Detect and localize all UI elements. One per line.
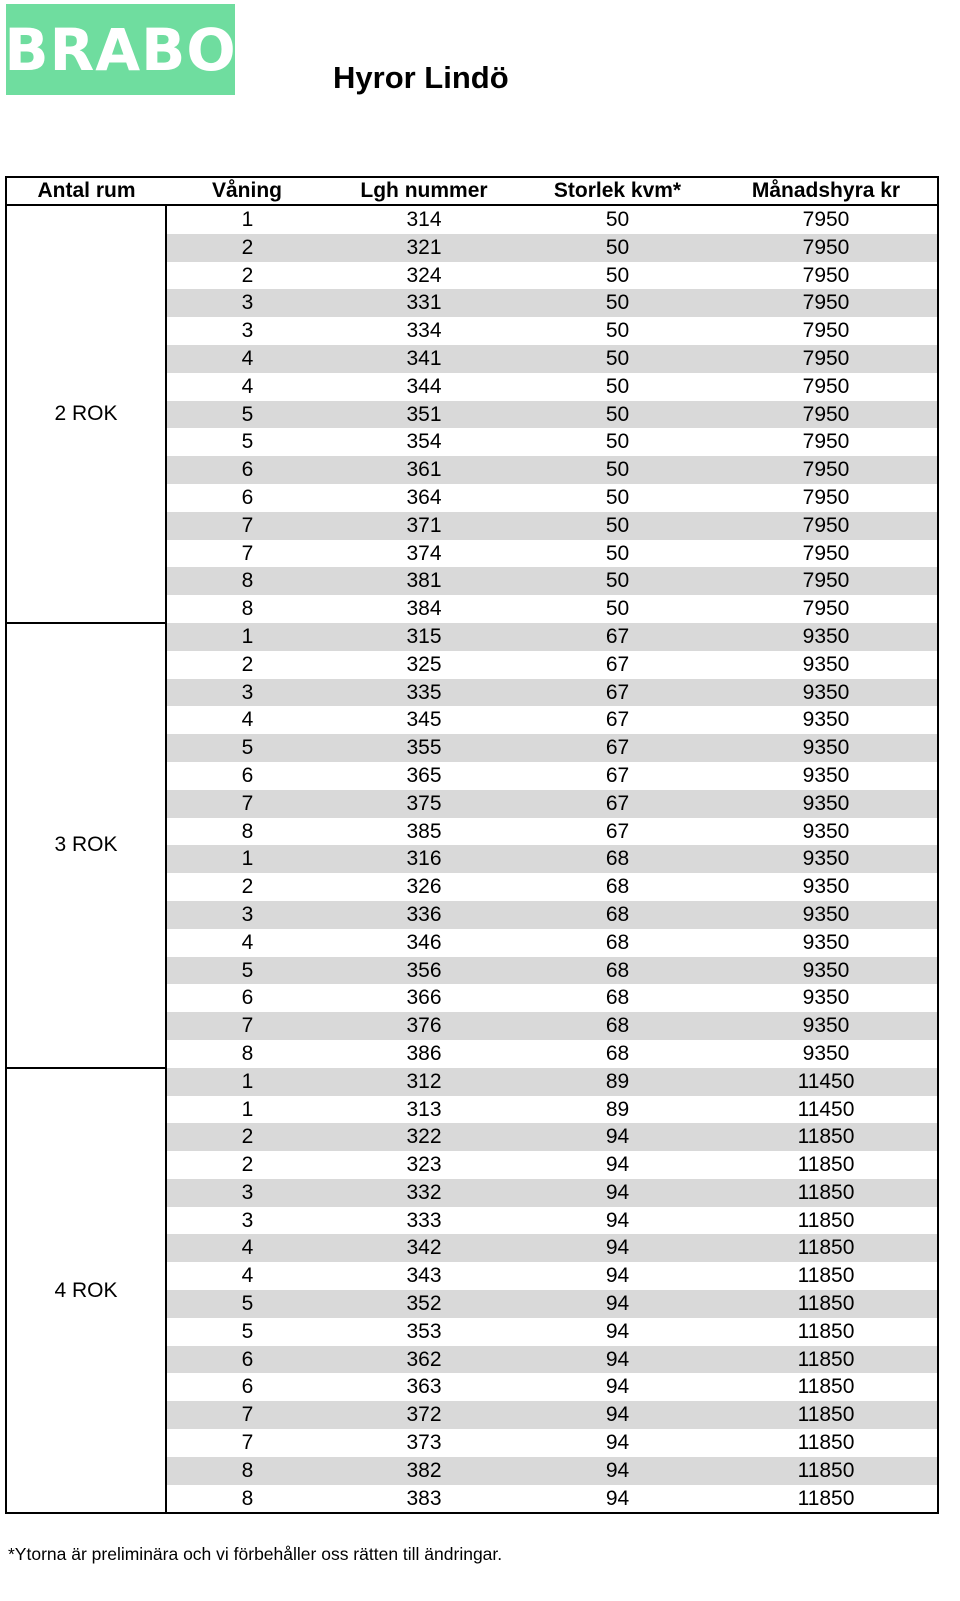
floor-cell: 6 bbox=[166, 456, 328, 484]
rent-cell: 7950 bbox=[802, 430, 850, 454]
size-cell: 67 bbox=[605, 819, 630, 843]
size-cell: 67 bbox=[605, 652, 630, 676]
apartment-number-cell: 383 bbox=[406, 1486, 442, 1510]
apartment-number-cell: 354 bbox=[406, 430, 442, 454]
rent-cell: 11850 bbox=[715, 1346, 938, 1374]
floor-cell: 7 bbox=[166, 1401, 328, 1429]
floor-cell: 5 bbox=[241, 1319, 254, 1343]
rent-cell: 11850 bbox=[797, 1208, 855, 1232]
size-cell: 68 bbox=[605, 930, 630, 954]
apartment-number-cell: 351 bbox=[328, 401, 520, 429]
floor-cell: 8 bbox=[166, 567, 328, 595]
header-storlek: Storlek kvm* bbox=[520, 177, 715, 205]
rent-cell: 9350 bbox=[715, 679, 938, 707]
floor-cell: 5 bbox=[166, 734, 328, 762]
rent-cell: 11850 bbox=[797, 1431, 855, 1455]
floor-cell: 2 bbox=[166, 1123, 328, 1151]
apartment-number-cell: 322 bbox=[328, 1123, 520, 1151]
floor-cell: 3 bbox=[241, 1208, 254, 1232]
table-row bbox=[6, 1068, 938, 1096]
size-cell: 50 bbox=[520, 401, 715, 429]
rent-cell: 7950 bbox=[715, 512, 938, 540]
size-cell: 94 bbox=[520, 1457, 715, 1485]
rent-cell: 9350 bbox=[802, 930, 850, 954]
size-cell: 50 bbox=[605, 597, 630, 621]
floor-cell: 7 bbox=[241, 541, 254, 565]
rent-cell: 7950 bbox=[802, 541, 850, 565]
size-cell: 67 bbox=[605, 763, 630, 787]
size-cell: 94 bbox=[520, 1290, 715, 1318]
size-cell: 50 bbox=[605, 319, 630, 343]
floor-cell: 3 bbox=[166, 901, 328, 929]
header-vaning: Våning bbox=[166, 177, 328, 205]
floor-cell: 8 bbox=[241, 1041, 254, 1065]
rent-cell: 11850 bbox=[715, 1457, 938, 1485]
size-cell: 50 bbox=[520, 345, 715, 373]
rent-cell: 7950 bbox=[715, 401, 938, 429]
size-cell: 94 bbox=[605, 1486, 630, 1510]
size-cell: 68 bbox=[520, 957, 715, 985]
floor-cell: 6 bbox=[241, 1375, 254, 1399]
rent-cell: 9350 bbox=[802, 875, 850, 899]
apartment-number-cell: 336 bbox=[328, 901, 520, 929]
room-type-cell: 2 ROK bbox=[6, 205, 166, 623]
size-cell: 68 bbox=[605, 1041, 630, 1065]
size-cell: 50 bbox=[520, 456, 715, 484]
apartment-number-cell: 314 bbox=[406, 208, 442, 231]
size-cell: 50 bbox=[605, 485, 630, 509]
rent-table bbox=[5, 176, 939, 1514]
apartment-number-cell: 341 bbox=[328, 345, 520, 373]
brabo-logo: BRABO bbox=[6, 4, 235, 95]
header-antal-rum: Antal rum bbox=[6, 177, 166, 205]
size-cell: 50 bbox=[605, 541, 630, 565]
room-type-cell: 3 ROK bbox=[6, 623, 166, 1068]
rent-cell: 11850 bbox=[715, 1234, 938, 1262]
apartment-number-cell: 366 bbox=[406, 986, 442, 1010]
size-cell: 68 bbox=[520, 1012, 715, 1040]
apartment-number-cell: 312 bbox=[328, 1068, 520, 1096]
rent-cell: 11850 bbox=[797, 1375, 855, 1399]
floor-cell: 2 bbox=[241, 875, 254, 899]
size-cell: 50 bbox=[520, 289, 715, 317]
size-cell: 94 bbox=[605, 1208, 630, 1232]
size-cell: 94 bbox=[520, 1234, 715, 1262]
floor-cell: 1 bbox=[241, 208, 254, 231]
rent-cell: 9350 bbox=[715, 957, 938, 985]
apartment-number-cell: 324 bbox=[406, 263, 442, 287]
rent-cell: 11850 bbox=[797, 1153, 855, 1177]
size-cell: 50 bbox=[605, 208, 630, 231]
size-cell: 50 bbox=[520, 234, 715, 262]
apartment-number-cell: 333 bbox=[406, 1208, 442, 1232]
apartment-number-cell: 335 bbox=[328, 679, 520, 707]
rent-cell: 11850 bbox=[715, 1179, 938, 1207]
size-cell: 89 bbox=[605, 1097, 630, 1121]
floor-cell: 1 bbox=[241, 1097, 254, 1121]
apartment-number-cell: 325 bbox=[406, 652, 442, 676]
rent-cell: 7950 bbox=[802, 597, 850, 621]
rent-cell: 7950 bbox=[802, 319, 850, 343]
size-cell: 94 bbox=[520, 1123, 715, 1151]
rent-cell: 7950 bbox=[802, 208, 850, 231]
apartment-number-cell: 331 bbox=[328, 289, 520, 317]
apartment-number-cell: 365 bbox=[406, 763, 442, 787]
rent-cell: 11450 bbox=[715, 1068, 938, 1096]
rent-cell: 9350 bbox=[802, 1041, 850, 1065]
rent-cell: 11850 bbox=[715, 1290, 938, 1318]
rent-cell: 9350 bbox=[715, 623, 938, 651]
floor-cell: 6 bbox=[241, 485, 254, 509]
floor-cell: 8 bbox=[241, 819, 254, 843]
floor-cell: 7 bbox=[241, 1431, 254, 1455]
floor-cell: 4 bbox=[241, 374, 254, 398]
apartment-number-cell: 334 bbox=[406, 319, 442, 343]
room-type-cell: 4 ROK bbox=[6, 1068, 166, 1514]
rent-cell: 9350 bbox=[802, 819, 850, 843]
size-cell: 89 bbox=[520, 1068, 715, 1096]
apartment-number-cell: 363 bbox=[406, 1375, 442, 1399]
apartment-number-cell: 364 bbox=[406, 485, 442, 509]
size-cell: 68 bbox=[605, 875, 630, 899]
floor-cell: 3 bbox=[166, 1179, 328, 1207]
apartment-number-cell: 343 bbox=[406, 1264, 442, 1288]
rent-cell: 11850 bbox=[715, 1123, 938, 1151]
floor-cell: 6 bbox=[241, 986, 254, 1010]
rent-cell: 11850 bbox=[715, 1401, 938, 1429]
apartment-number-cell: 313 bbox=[406, 1097, 442, 1121]
floor-cell: 7 bbox=[166, 790, 328, 818]
apartment-number-cell: 344 bbox=[406, 374, 442, 398]
apartment-number-cell: 373 bbox=[406, 1431, 442, 1455]
floor-cell: 2 bbox=[241, 652, 254, 676]
rent-cell: 9350 bbox=[802, 708, 850, 732]
floor-cell: 1 bbox=[166, 623, 328, 651]
size-cell: 67 bbox=[520, 734, 715, 762]
size-cell: 50 bbox=[520, 512, 715, 540]
rent-cell: 11850 bbox=[797, 1319, 855, 1343]
apartment-number-cell: 385 bbox=[406, 819, 442, 843]
floor-cell: 4 bbox=[166, 345, 328, 373]
floor-cell: 3 bbox=[241, 319, 254, 343]
size-cell: 50 bbox=[605, 374, 630, 398]
apartment-number-cell: 316 bbox=[328, 845, 520, 873]
apartment-number-cell: 381 bbox=[328, 567, 520, 595]
size-cell: 94 bbox=[605, 1264, 630, 1288]
size-cell: 67 bbox=[520, 679, 715, 707]
apartment-number-cell: 382 bbox=[328, 1457, 520, 1485]
rent-cell: 7950 bbox=[802, 485, 850, 509]
apartment-number-cell: 386 bbox=[406, 1041, 442, 1065]
floor-cell: 5 bbox=[166, 401, 328, 429]
size-cell: 68 bbox=[605, 986, 630, 1010]
floor-cell: 5 bbox=[166, 1290, 328, 1318]
table-body bbox=[6, 205, 938, 1513]
floor-cell: 1 bbox=[166, 845, 328, 873]
table-header-row bbox=[6, 177, 938, 205]
table-row bbox=[6, 623, 938, 651]
apartment-number-cell: 323 bbox=[406, 1153, 442, 1177]
apartment-number-cell: 346 bbox=[406, 930, 442, 954]
page-title: Hyror Lindö bbox=[333, 60, 509, 95]
apartment-number-cell: 375 bbox=[328, 790, 520, 818]
size-cell: 94 bbox=[520, 1179, 715, 1207]
apartment-number-cell: 372 bbox=[328, 1401, 520, 1429]
floor-cell: 4 bbox=[241, 930, 254, 954]
apartment-number-cell: 321 bbox=[328, 234, 520, 262]
rent-cell: 7950 bbox=[715, 567, 938, 595]
rent-cell: 7950 bbox=[715, 289, 938, 317]
size-cell: 94 bbox=[605, 1375, 630, 1399]
apartment-number-cell: 371 bbox=[328, 512, 520, 540]
size-cell: 94 bbox=[520, 1401, 715, 1429]
size-cell: 50 bbox=[520, 567, 715, 595]
rent-cell: 9350 bbox=[715, 901, 938, 929]
floor-cell: 3 bbox=[166, 289, 328, 317]
rent-cell: 9350 bbox=[802, 763, 850, 787]
size-cell: 68 bbox=[520, 845, 715, 873]
size-cell: 67 bbox=[520, 790, 715, 818]
header-manadshyra: Månadshyra kr bbox=[715, 177, 938, 205]
rent-cell: 7950 bbox=[715, 234, 938, 262]
apartment-number-cell: 362 bbox=[328, 1346, 520, 1374]
floor-cell: 6 bbox=[241, 763, 254, 787]
apartment-number-cell: 326 bbox=[406, 875, 442, 899]
floor-cell: 4 bbox=[241, 708, 254, 732]
floor-cell: 2 bbox=[166, 234, 328, 262]
floor-cell: 3 bbox=[166, 679, 328, 707]
floor-cell: 4 bbox=[241, 1264, 254, 1288]
size-cell: 94 bbox=[605, 1153, 630, 1177]
rent-cell: 9350 bbox=[715, 1012, 938, 1040]
apartment-number-cell: 374 bbox=[406, 541, 442, 565]
rent-cell: 11450 bbox=[797, 1097, 855, 1121]
floor-cell: 5 bbox=[166, 957, 328, 985]
rent-cell: 9350 bbox=[715, 790, 938, 818]
rent-cell: 9350 bbox=[802, 652, 850, 676]
apartment-number-cell: 384 bbox=[406, 597, 442, 621]
apartment-number-cell: 332 bbox=[328, 1179, 520, 1207]
rent-cell: 7950 bbox=[802, 263, 850, 287]
floor-cell: 8 bbox=[166, 1457, 328, 1485]
apartment-number-cell: 361 bbox=[328, 456, 520, 484]
rent-cell: 11850 bbox=[797, 1486, 855, 1510]
rent-cell: 7950 bbox=[802, 374, 850, 398]
floor-cell: 7 bbox=[166, 512, 328, 540]
apartment-number-cell: 376 bbox=[328, 1012, 520, 1040]
size-cell: 50 bbox=[605, 263, 630, 287]
floor-cell: 4 bbox=[166, 1234, 328, 1262]
apartment-number-cell: 315 bbox=[328, 623, 520, 651]
size-cell: 67 bbox=[605, 708, 630, 732]
floor-cell: 1 bbox=[166, 1068, 328, 1096]
rent-cell: 11850 bbox=[797, 1264, 855, 1288]
size-cell: 67 bbox=[520, 623, 715, 651]
rent-cell: 7950 bbox=[715, 345, 938, 373]
apartment-number-cell: 355 bbox=[328, 734, 520, 762]
floor-cell: 7 bbox=[166, 1012, 328, 1040]
floor-cell: 5 bbox=[241, 430, 254, 454]
rent-cell: 7950 bbox=[715, 456, 938, 484]
rent-cell: 9350 bbox=[715, 734, 938, 762]
size-cell: 68 bbox=[520, 901, 715, 929]
floor-cell: 8 bbox=[241, 1486, 254, 1510]
rent-cell: 9350 bbox=[715, 845, 938, 873]
apartment-number-cell: 352 bbox=[328, 1290, 520, 1318]
size-cell: 94 bbox=[605, 1319, 630, 1343]
floor-cell: 2 bbox=[241, 1153, 254, 1177]
header-lgh-nummer: Lgh nummer bbox=[328, 177, 520, 205]
apartment-number-cell: 345 bbox=[406, 708, 442, 732]
table-row bbox=[6, 205, 938, 234]
size-cell: 94 bbox=[520, 1346, 715, 1374]
size-cell: 50 bbox=[605, 430, 630, 454]
apartment-number-cell: 356 bbox=[328, 957, 520, 985]
rent-cell: 9350 bbox=[802, 986, 850, 1010]
floor-cell: 2 bbox=[241, 263, 254, 287]
apartment-number-cell: 353 bbox=[406, 1319, 442, 1343]
floor-cell: 8 bbox=[241, 597, 254, 621]
apartment-number-cell: 342 bbox=[328, 1234, 520, 1262]
size-cell: 94 bbox=[605, 1431, 630, 1455]
floor-cell: 6 bbox=[166, 1346, 328, 1374]
footnote: *Ytorna är preliminära och vi förbehåller oss rätten till ändringar. bbox=[8, 1544, 503, 1564]
